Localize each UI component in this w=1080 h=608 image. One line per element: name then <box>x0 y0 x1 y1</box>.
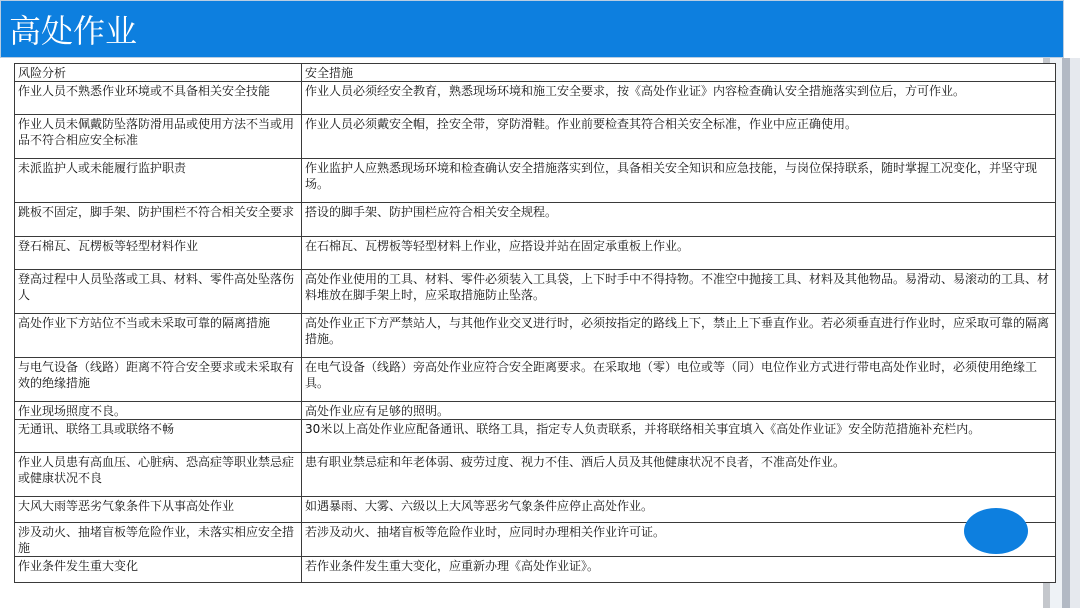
cell-risk: 与电气设备（线路）距离不符合安全要求或未采取有效的绝缘措施 <box>15 358 302 402</box>
cell-measure: 在电气设备（线路）旁高处作业应符合安全距离要求。在采取地（零）电位或等（同）电位作业方式进行带电高处作业时，必须使用绝缘工具。 <box>302 358 1056 402</box>
cell-measure: 高处作业应有足够的照明。 <box>302 402 1056 420</box>
cell-risk: 作业条件发生重大变化 <box>15 557 302 583</box>
table-row <box>15 314 1056 358</box>
table-row <box>15 159 1056 203</box>
cell-measure: 患有职业禁忌症和年老体弱、疲劳过度、视力不佳、酒后人员及其他健康状况不良者，不准高处作业。 <box>302 453 1056 497</box>
cell-risk: 高处作业下方站位不当或未采取可靠的隔离措施 <box>15 314 302 358</box>
table-row <box>15 453 1056 497</box>
cell-risk: 作业人员不熟悉作业环境或不具备相关安全技能 <box>15 82 302 115</box>
table-body <box>15 82 1056 583</box>
cell-risk: 登石棉瓦、瓦楞板等轻型材料作业 <box>15 237 302 270</box>
cell-measure: 若作业条件发生重大变化，应重新办理《高处作业证》。 <box>302 557 1056 583</box>
cell-measure: 搭设的脚手架、防护围栏应符合相关安全规程。 <box>302 203 1056 237</box>
table-row <box>15 115 1056 159</box>
cell-risk: 无通讯、联络工具或联络不畅 <box>15 420 302 453</box>
cell-risk: 作业人员未佩戴防坠落防滑用品或使用方法不当或用品不符合相应安全标准 <box>15 115 302 159</box>
cell-risk: 作业现场照度不良。 <box>15 402 302 420</box>
cell-measure: 如遇暴雨、大雾、六级以上大风等恶劣气象条件应停止高处作业。 <box>302 497 1056 523</box>
cell-risk: 作业人员患有高血压、心脏病、恐高症等职业禁忌症或健康状况不良 <box>15 453 302 497</box>
header-risk-analysis: 风险分析 <box>15 64 302 82</box>
cell-measure: 作业人员必须经安全教育，熟悉现场环境和施工安全要求，按《高处作业证》内容检查确认安全措施落实到位后，方可作业。 <box>302 82 1056 115</box>
slide-title: 高处作业 <box>9 12 138 50</box>
cell-measure: 若涉及动火、抽堵盲板等危险作业时，应同时办理相关作业许可证。 <box>302 523 1056 557</box>
risk-measures-table <box>14 63 1056 583</box>
table-row <box>15 82 1056 115</box>
cell-measure: 作业人员必须戴安全帽，拴安全带，穿防滑鞋。作业前要检查其符合相关安全标准，作业中应正确使用。 <box>302 115 1056 159</box>
cell-measure: 高处作业使用的工具、材料、零件必须装入工具袋，上下时手中不得持物。不准空中抛接工具、材料及其他物品。易滑动、易滚动的工具、材料堆放在脚手架上时，应采取措施防止坠落。 <box>302 270 1056 314</box>
decorative-circle <box>964 508 1028 554</box>
table-row <box>15 270 1056 314</box>
right-edge-strip <box>1062 58 1070 608</box>
table-header-row <box>15 64 1056 82</box>
table-row <box>15 203 1056 237</box>
table-row <box>15 402 1056 420</box>
cell-risk: 涉及动火、抽堵盲板等危险作业，未落实相应安全措施 <box>15 523 302 557</box>
table-row <box>15 557 1056 583</box>
cell-risk: 未派监护人或未能履行监护职责 <box>15 159 302 203</box>
cell-measure: 作业监护人应熟悉现场环境和检查确认安全措施落实到位，具备相关安全知识和应急技能，与岗位保持联系，随时掌握工况变化，并坚守现场。 <box>302 159 1056 203</box>
right-edge-strip <box>1070 58 1080 608</box>
cell-risk: 大风大雨等恶劣气象条件下从事高处作业 <box>15 497 302 523</box>
table-row <box>15 420 1056 453</box>
cell-risk: 登高过程中人员坠落或工具、材料、零件高处坠落伤人 <box>15 270 302 314</box>
table-row <box>15 237 1056 270</box>
cell-measure: 高处作业正下方严禁站人，与其他作业交叉进行时，必须按指定的路线上下，禁止上下垂直作业。若必须垂直进行作业时，应采取可靠的隔离措施。 <box>302 314 1056 358</box>
cell-measure: 30米以上高处作业应配备通讯、联络工具，指定专人负责联系，并将联络相关事宜填入《高处作业证》安全防范措施补充栏内。 <box>302 420 1056 453</box>
cell-risk: 跳板不固定，脚手架、防护围栏不符合相关安全要求 <box>15 203 302 237</box>
table-row <box>15 523 1056 557</box>
title-bar <box>0 0 1064 58</box>
header-safety-measures: 安全措施 <box>302 64 1056 82</box>
table-row <box>15 358 1056 402</box>
cell-measure: 在石棉瓦、瓦楞板等轻型材料上作业，应搭设并站在固定承重板上作业。 <box>302 237 1056 270</box>
table-row <box>15 497 1056 523</box>
